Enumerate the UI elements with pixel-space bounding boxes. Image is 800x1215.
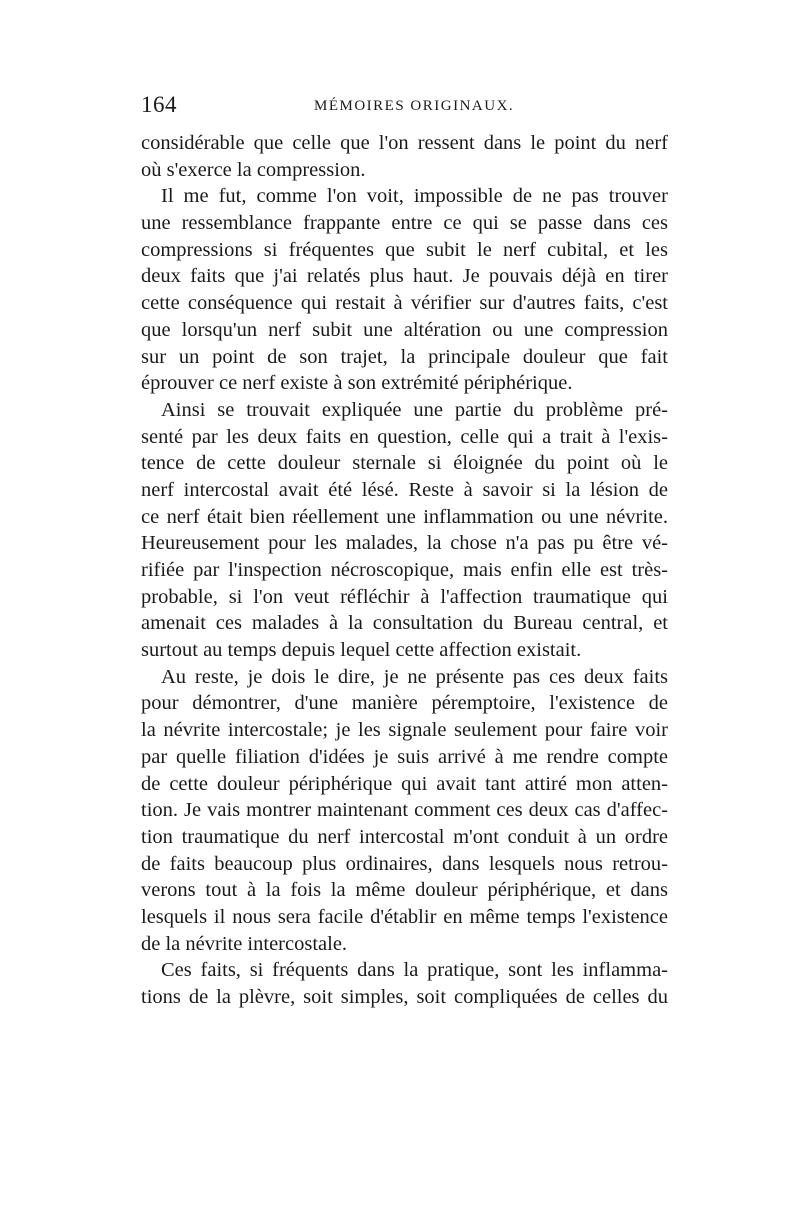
running-title: MÉMOIRES ORIGINAUX.: [314, 98, 515, 114]
text-line: tions de la plèvre, soit simples, soit compliquées de celles du: [141, 986, 668, 1008]
text-line: cette conséquence qui restait à vérifier sur d'autres faits, c'est: [141, 292, 668, 315]
text-line: de cette douleur périphérique qui avait tant attiré mon atten-: [141, 772, 668, 795]
text-line: tion traumatique du nerf intercostal m'ont conduit à un ordre: [141, 825, 668, 848]
text-line: Il me fut, comme l'on voit, impossible de ne pas trouver: [161, 185, 668, 208]
text-line: ce nerf était bien réellement une inflammation ou une névrite.: [141, 505, 668, 528]
text-line: de faits beaucoup plus ordinaires, dans lesquels nous retrou-: [141, 852, 668, 875]
text-line: senté par les deux faits en question, celle qui a trait à l'exis-: [141, 425, 668, 448]
text-line: de la névrite intercostale.: [141, 932, 348, 955]
text-line: tence de cette douleur sternale si éloignée du point où le: [141, 452, 668, 475]
text-line: tion. Je vais montrer maintenant comment ces deux cas d'affec-: [141, 799, 668, 822]
text-line: verons tout à la fois la même douleur périphérique, et dans: [141, 879, 668, 902]
text-line: deux faits que j'ai relatés plus haut. Je pouvais déjà en tirer: [141, 265, 668, 288]
text-line: éprouver ce nerf existe à son extrémité périphérique.: [141, 372, 573, 395]
text-line: pour démontrer, d'une manière péremptoire, l'existence de: [141, 692, 668, 715]
text-line: considérable que celle que l'on ressent dans le point du nerf: [141, 132, 668, 154]
text-line: Ces faits, si fréquents dans la pratique, sont les inflamma-: [161, 959, 668, 982]
text-line: que lorsqu'un nerf subit une altération ou une compression: [141, 318, 668, 341]
text-line: compressions si fréquentes que subit le nerf cubital, et les: [141, 238, 668, 261]
text-line: où s'exerce la compression.: [141, 158, 366, 181]
text-line: par quelle filiation d'idées je suis arrivé à me rendre compte: [141, 745, 668, 768]
page-header: [141, 92, 668, 122]
text-line: Au reste, je dois le dire, je ne présente pas ces deux faits: [161, 665, 668, 688]
text-line: lesquels il nous sera facile d'établir en même temps l'existence: [141, 905, 668, 928]
text-line: sur un point de son trajet, la principale douleur que fait: [141, 345, 668, 368]
text-line: rifiée par l'inspection nécroscopique, mais enfin elle est très-: [141, 559, 668, 581]
text-line: nerf intercostal avait été lésé. Reste à savoir si la lésion de: [141, 478, 668, 501]
page-number: 164: [141, 92, 177, 117]
text-line: la névrite intercostale; je les signale seulement pour faire voir: [141, 719, 668, 742]
text-line: Heureusement pour les malades, la chose n'a pas pu être vé-: [141, 532, 668, 555]
body-text: [141, 130, 668, 1011]
text-line: une ressemblance frappante entre ce qui se passe dans ces: [141, 212, 668, 235]
text-line: probable, si l'on veut réfléchir à l'affection traumatique qui: [141, 585, 668, 608]
text-line: Ainsi se trouvait expliquée une partie du problème pré-: [161, 398, 668, 421]
text-line: amenait ces malades à la consultation du Bureau central, et: [141, 612, 668, 635]
text-line: surtout au temps depuis lequel cette affection existait.: [141, 639, 582, 662]
